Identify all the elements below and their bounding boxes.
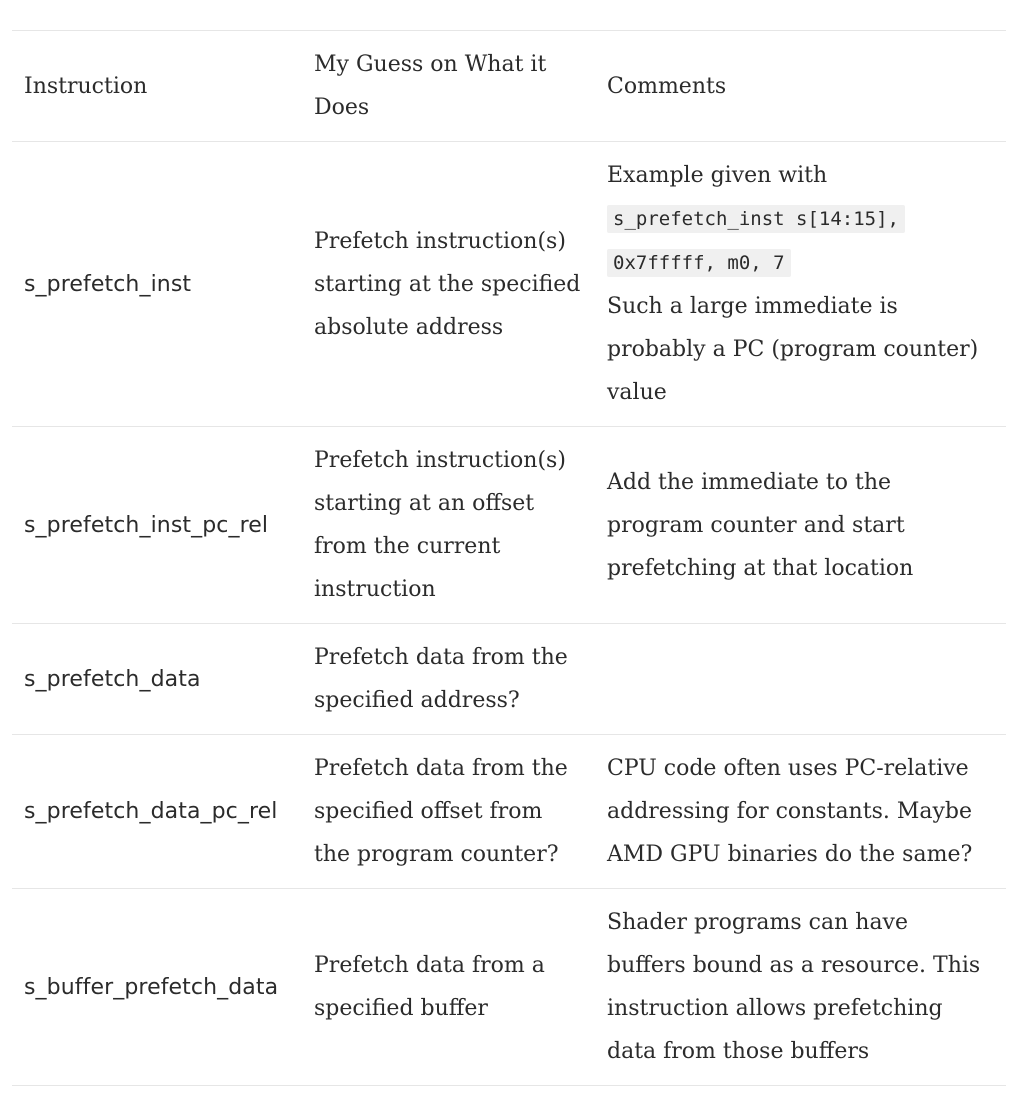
comment-cell	[594, 624, 1006, 735]
comment-cell: Shader programs can have buffers bound as a resource. This instruction allows prefetching data from those buffers	[607, 910, 981, 1064]
comment-cell: CPU code often uses PC-relative addressing for constants. Maybe AMD GPU binaries do the same?	[607, 756, 973, 867]
comment-tail: Such a large immediate is probably a PC (program counter) value	[607, 294, 979, 405]
guess-cell: Prefetch data from a specified buffer	[314, 953, 545, 1021]
inline-code: s_prefetch_inst s[14:15],	[607, 205, 905, 233]
table-row	[12, 889, 1006, 1086]
comment-cell: Add the immediate to the program counter and start prefetching at that location	[607, 469, 914, 581]
guess-cell: Prefetch instruction(s) starting at the specified absolute address	[314, 228, 581, 340]
table-header-row	[12, 31, 1006, 142]
comment-code-line-2	[607, 241, 988, 285]
guess-cell: Prefetch instruction(s) starting at an offset from the current instruction	[314, 448, 566, 602]
table-row	[12, 142, 1006, 427]
header-guess: My Guess on What it Does	[314, 52, 547, 120]
table-row	[12, 735, 1006, 889]
instruction-cell: s_buffer_prefetch_data	[24, 974, 279, 1000]
header-instruction: Instruction	[24, 73, 148, 99]
instruction-cell: s_prefetch_inst	[24, 271, 192, 297]
table-row	[12, 427, 1006, 624]
instruction-cell: s_prefetch_data_pc_rel	[24, 799, 278, 824]
header-comments: Comments	[607, 73, 727, 99]
guess-cell: Prefetch data from the specified offset from the program counter?	[314, 756, 568, 867]
inline-code: 0x7fffff, m0, 7	[607, 249, 791, 277]
table-row	[12, 624, 1006, 735]
instruction-cell: s_prefetch_data	[24, 666, 201, 692]
instruction-table	[12, 30, 1006, 1086]
instruction-table-container	[12, 30, 1006, 1086]
instruction-cell: s_prefetch_inst_pc_rel	[24, 512, 269, 538]
comment-cell	[594, 142, 1006, 427]
comment-lead: Example given with	[607, 163, 828, 188]
guess-cell: Prefetch data from the specified address?	[314, 645, 568, 713]
comment-code-line-1	[607, 197, 988, 241]
